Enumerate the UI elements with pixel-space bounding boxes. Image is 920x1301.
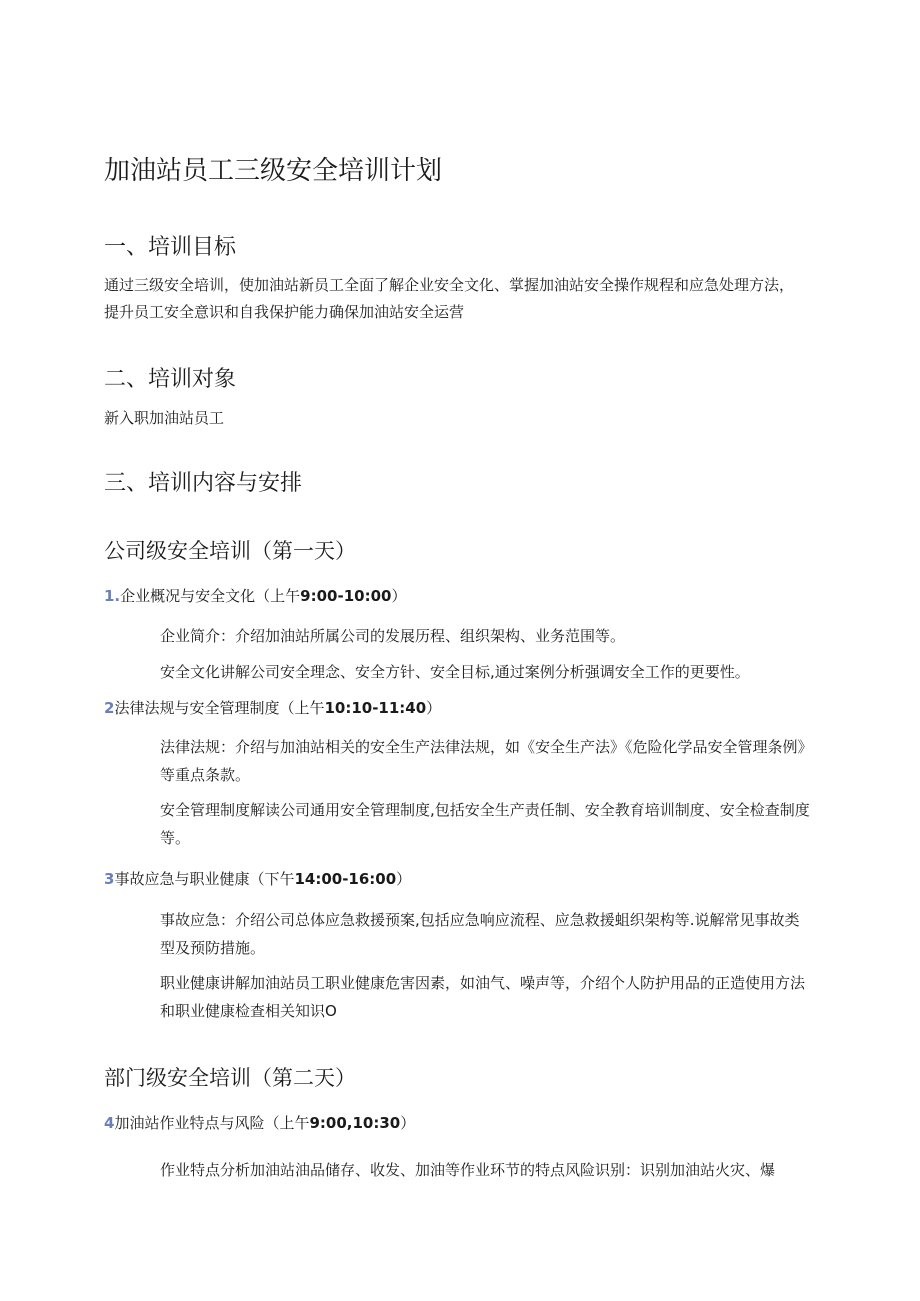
item-title-text: 加油站作业特点与风险（上午 xyxy=(114,1114,310,1132)
section-body-audience: 新入职加油站员工 xyxy=(104,409,225,427)
item-paragraph: 事故应急：介绍公司总体应急救援预案,包括应急响应流程、应急救援蛆织架构等.说解常见事故类型及预防措施。 xyxy=(160,911,800,957)
section-heading-content: 三、培训内容与安排 xyxy=(104,471,303,496)
department-level-heading: 部门级安全培训（第二天） xyxy=(104,1066,356,1090)
section-body-goals: 通过三级安全培训，使加油站新员工全面了解企业安全文化、掌握加油站安全操作规程和应急处理方法，提升员工安全意识和自我保护能力确保加油站安全运营 xyxy=(104,276,795,321)
item-number: 1. xyxy=(104,587,121,605)
item-title-text: 事故应急与职业健康（下午 xyxy=(114,870,295,888)
item-title-close: ） xyxy=(396,870,412,888)
item-title-close: ） xyxy=(391,587,407,605)
item-title-3 xyxy=(104,868,411,890)
item-paragraph: 企业简介：介绍加油站所属公司的发展历程、组织架构、业务范围等。 xyxy=(160,627,626,645)
item-time: 9:00,10:30 xyxy=(309,1114,401,1132)
item-title-close: ） xyxy=(426,699,442,717)
item-number: 3 xyxy=(104,870,115,888)
item-number: 4 xyxy=(104,1114,115,1132)
item-title-text: 法律法规与安全管理制度（上午 xyxy=(114,699,325,717)
item-title-text: 企业概况与安全文化（上午 xyxy=(120,587,301,605)
item-time: 14:00-16:00 xyxy=(294,870,397,888)
item-paragraph: 安全文化讲解公司安全理念、安全方针、安全目标,通过案例分析强调安全工作的更要性。 xyxy=(160,663,750,681)
section-heading-goals: 一、培训目标 xyxy=(104,235,237,260)
item-time: 9:00-10:00 xyxy=(300,587,392,605)
item-title-2 xyxy=(104,697,441,719)
item-number: 2 xyxy=(104,699,115,717)
item-time: 10:10-11:40 xyxy=(324,699,427,717)
item-paragraph: 作业特点分析加油站油品储存、收发、加油等作业环节的特点风险识别：识别加油站火灾、爆 xyxy=(160,1161,776,1179)
item-paragraph: 安全管理制度解读公司通用安全管理制度,包括安全生产责任制、安全教育培训制度、安全检查制度等。 xyxy=(160,801,810,847)
item-title-close: ） xyxy=(400,1114,416,1132)
document-title: 加油站员工三级安全培训计划 xyxy=(104,156,443,186)
item-title-4 xyxy=(104,1112,415,1134)
item-paragraph: 职业健康讲解加油站员工职业健康危害因素，如油气、噪声等，介绍个人防护用品的正造使用方法和职业健康检查相关知识O xyxy=(160,974,806,1020)
item-title-1 xyxy=(104,585,406,607)
company-level-heading: 公司级安全培训（第一天） xyxy=(104,539,356,563)
section-heading-audience: 二、培训对象 xyxy=(104,367,237,392)
item-paragraph: 法律法规：介绍与加油站相关的安全生产法律法规，如《安全生产法》《危险化学品安全管理条例》等重点条款。 xyxy=(160,738,806,784)
